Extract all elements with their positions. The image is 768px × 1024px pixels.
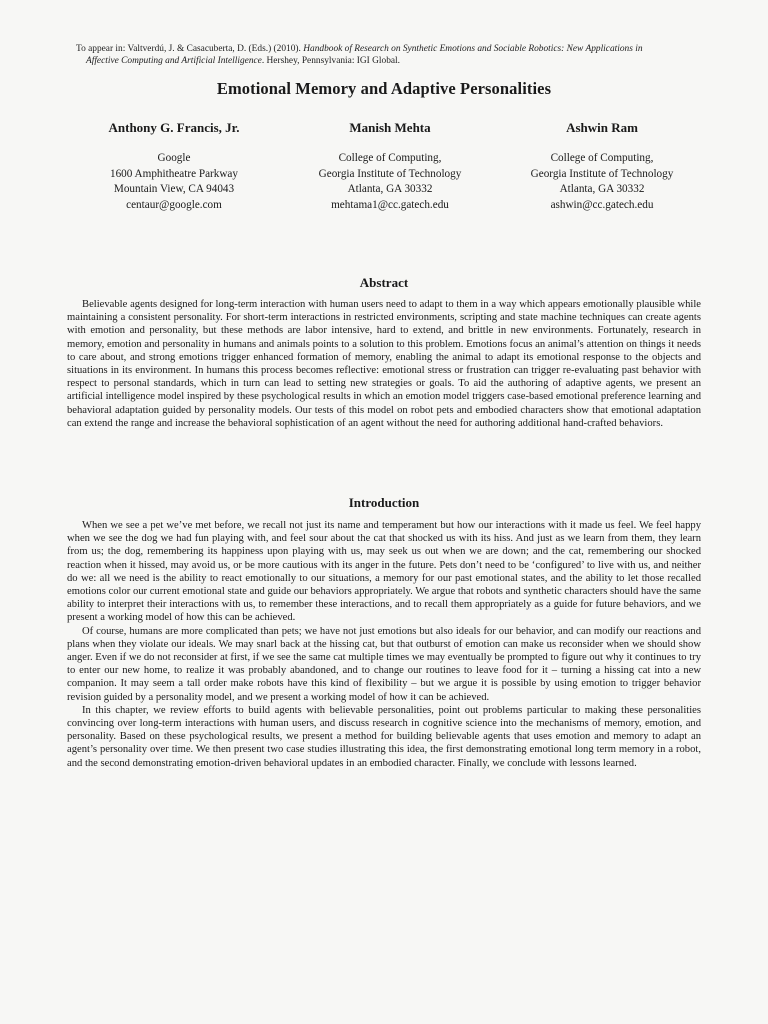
author-affiliation-line: Georgia Institute of Technology (318, 167, 462, 180)
author-name: Anthony G. Francis, Jr. (108, 120, 240, 135)
paper-title: Emotional Memory and Adaptive Personalities (216, 79, 552, 98)
author-affiliation-line: Atlanta, GA 30332 (347, 183, 433, 196)
citation-book-title: Handbook of Research on Synthetic Emotions and Sociable Robotics: New Applications in (303, 44, 643, 54)
introduction-heading: Introduction (348, 495, 420, 510)
citation-line-2 (76, 56, 706, 68)
author-affiliation-line: Atlanta, GA 30332 (559, 183, 645, 196)
author-email: centaur@google.com (126, 198, 222, 211)
author-3 (498, 120, 706, 213)
introduction-paragraph: When we see a pet we’ve met before, we recall not just its name and temperament but how our interactions with it made us feel. We feel happy when we see the dog we had fun playing with, and feel sour about the cat that shocked us with its hiss. And just as we learn from them, they learn from us; the dog, remembering its happiness upon playing with us, may seek us out when we are down; and the cat, remembering our shocked reaction when it hissed, may avoid us, or be more cautious with its anger in the future. Pets don’t need to be ‘configured’ to live with us, and neither do we: all we need is the ability to react emotionally to our situations, a memory for our past emotional states, and the ability to let those recalled emotions color our current emotional state and guide our behaviors appropriately. We argue that robots and synthetic characters should have the same ability to interpret their interactions with us, to remember these interactions, and to recall them appropriately as a guide for future behaviors, and we present a working model of how this can be achieved. (67, 520, 701, 624)
citation-note (76, 44, 706, 67)
introduction-paragraph: In this chapter, we review efforts to build agents with believable personalities, point out problems particular to making these personalities convincing over long-term interactions with human users, and discuss research in cognitive science into the mechanisms of memory, emotion, and personality. Based on these psychological results, we present a method for building believable agents that uses emotion and memory to adapt an agent’s personality over time. We then present two case studies illustrating this idea, the first demonstrating emotional long term memory in a robot, and the second demonstrating emotion-driven behavioral updates in an embodied character. Finally, we conclude with lessons learned. (67, 704, 701, 769)
citation-publisher: . Hershey, Pennsylvania: IGI Global. (261, 55, 400, 66)
author-affiliation-line: Georgia Institute of Technology (530, 167, 674, 180)
author-affiliation-line: Google (157, 152, 191, 164)
author-affiliation-line: College of Computing, (338, 152, 442, 164)
author-email: mehtama1@cc.gatech.edu (331, 198, 449, 211)
author-2 (282, 120, 498, 213)
citation-prefix: To appear in: Valtverdú, J. & Casacuberta, D. (Eds.) (2010). (76, 44, 301, 54)
author-affiliation-line: Mountain View, CA 94043 (113, 183, 235, 196)
author-affiliation-line: 1600 Amphitheatre Parkway (109, 167, 238, 180)
abstract-paragraph: Believable agents designed for long-term interaction with human users need to adapt to them in a way which appears emotionally plausible while maintaining a consistent personality. For short-term interactions in restricted environments, scripting and state machine techniques can create agents with emotion and personality, but these methods are labor intensive, hard to extend, and brittle in new environments. Fortunately, research in memory, emotion and personality in humans and animals points to a solution to this problem. Emotions focus an animal’s attention on things it needs to care about, and strong emotions trigger enhanced formation of memory, enabling the animal to adapt its emotional response to the objects and situations in its environment. In humans this process becomes reflective: emotional stress or frustration can trigger re-evaluating past behavior with respect to personal standards, which in turn can lead to setting new strategies or goals. To aid the authoring of adaptive agents, we present an artificial intelligence model inspired by these psychological results in which an emotion model triggers case-based emotional preference learning and behavioral adaptation guided by personality models. Our tests of this model on robot pets and embodied characters show that emotional adaptation can extend the range and increase the behavioral sophistication of an agent without the need for authoring additional hand-crafted behaviors. (67, 299, 701, 429)
abstract-heading: Abstract (359, 275, 409, 290)
author-1 (66, 120, 282, 213)
author-block (66, 120, 706, 213)
introduction-body (67, 519, 701, 770)
citation-book-subtitle: Affective Computing and Artificial Intelligence (86, 55, 262, 66)
abstract-body (67, 298, 701, 430)
introduction-paragraph: Of course, humans are more complicated than pets; we have not just emotions but also ideals for our behavior, and can modify our reactions and plans when they violate our ideals. We may snarl back at the hissing cat, but that outburst of emotion can make us reconsider when we should show anger. Even if we do not reconsider at first, if we see the same cat multiple times we may eventually be prompted to figure out why it continues to try to enter our new home, to realize it was probably abandoned, and to change our routines to leave food for it – turning a hissing cat into a new companion. It may seem a tall order make robots have this kind of flexibility – but we argue it is possible by using emotion to trigger behavior revision guided by a personality model, and we present a working model of how it can be achieved. (67, 625, 701, 703)
author-name: Manish Mehta (349, 120, 431, 135)
author-email: ashwin@cc.gatech.edu (550, 198, 654, 211)
author-affiliation-line: College of Computing, (550, 152, 654, 164)
author-name: Ashwin Ram (566, 120, 638, 135)
